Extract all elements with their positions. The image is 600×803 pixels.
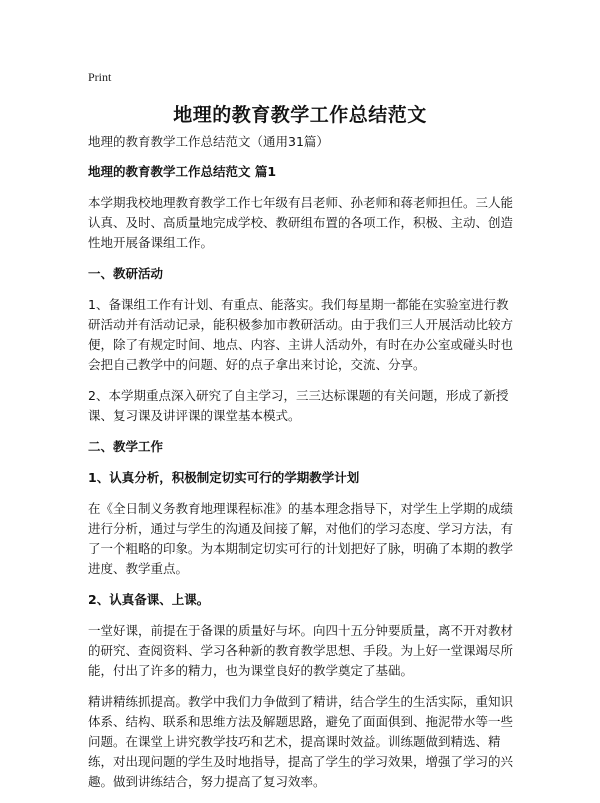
intro-paragraph: 本学期我校地理教育教学工作七年级有吕老师、孙老师和蒋老师担任。三人能认真、及时、高质量地完成学校、教研组布置的各项工作，积极、主动、创造性地开展备课组工作。 (88, 195, 514, 250)
section-heading-teaching: 二、教学工作 (88, 439, 164, 454)
subheading-plan: 1、认真分析，积极制定切实可行的学期教学计划 (88, 470, 360, 485)
plan-paragraph: 在《全日制义务教育地理课程标准》的基本理念指导下，对学生上学期的成绩进行分析，通过与学生的沟通及间接了解，对他们的学习态度、学习方法，有了一个粗略的印象。为本期制定切实可行的计划把好了脉，明确了本期的教学进度、教学重点。 (88, 501, 514, 576)
research-paragraph-2: 2、本学期重点深入研究了自主学习，三三达标课题的有关问题，形成了新授课、复习课及讲评课的课堂基本模式。 (88, 388, 509, 423)
document-body (88, 132, 520, 803)
section-heading-research: 一、教研活动 (88, 266, 164, 281)
prepare-paragraph-1: 一堂好课，前提在于备课的质量好与坏。向四十五分钟要质量，离不开对教材的研究、查阅资料、学习各种新的教育教学思想、手段。为上好一堂课竭尽所能，付出了许多的精力，也为课堂良好的教学奠定了基础。 (88, 623, 514, 678)
document-subtitle: 地理的教育教学工作总结范文（通用31篇） (88, 134, 329, 149)
prepare-paragraph-2: 精讲精练抓提高。教学中我们力争做到了精讲，结合学生的生活实际，重知识体系、结构、联系和思维方法及解题思路，避免了面面俱到、拖泥带水等一些问题。在课堂上讲究教学技巧和艺术，提高课时效益。训练题做到精选、精练，对出现问题的学生及时地指导，提高了学生的学习效果，增强了学习的兴趣。做到讲练结合，努力提高了复习效率。 (88, 694, 514, 789)
article-heading: 地理的教育教学工作总结范文 篇1 (88, 164, 277, 179)
document-title: 地理的教育教学工作总结范文 (173, 104, 427, 126)
research-paragraph-1: 1、备课组工作有计划、有重点、能落实。我们每星期一都能在实验室进行教研活动并有活动记录，能积极参加市教研活动。由于我们三人开展活动比较方便，除了有规定时间、地点、内容、主讲人活动外，有时在办公室或碰头时也会把自己教学中的问题、好的点子拿出来讨论，交流、分享。 (88, 297, 514, 372)
print-link[interactable]: Print (88, 70, 112, 84)
subheading-prepare: 2、认真备课、上课。 (88, 592, 210, 607)
